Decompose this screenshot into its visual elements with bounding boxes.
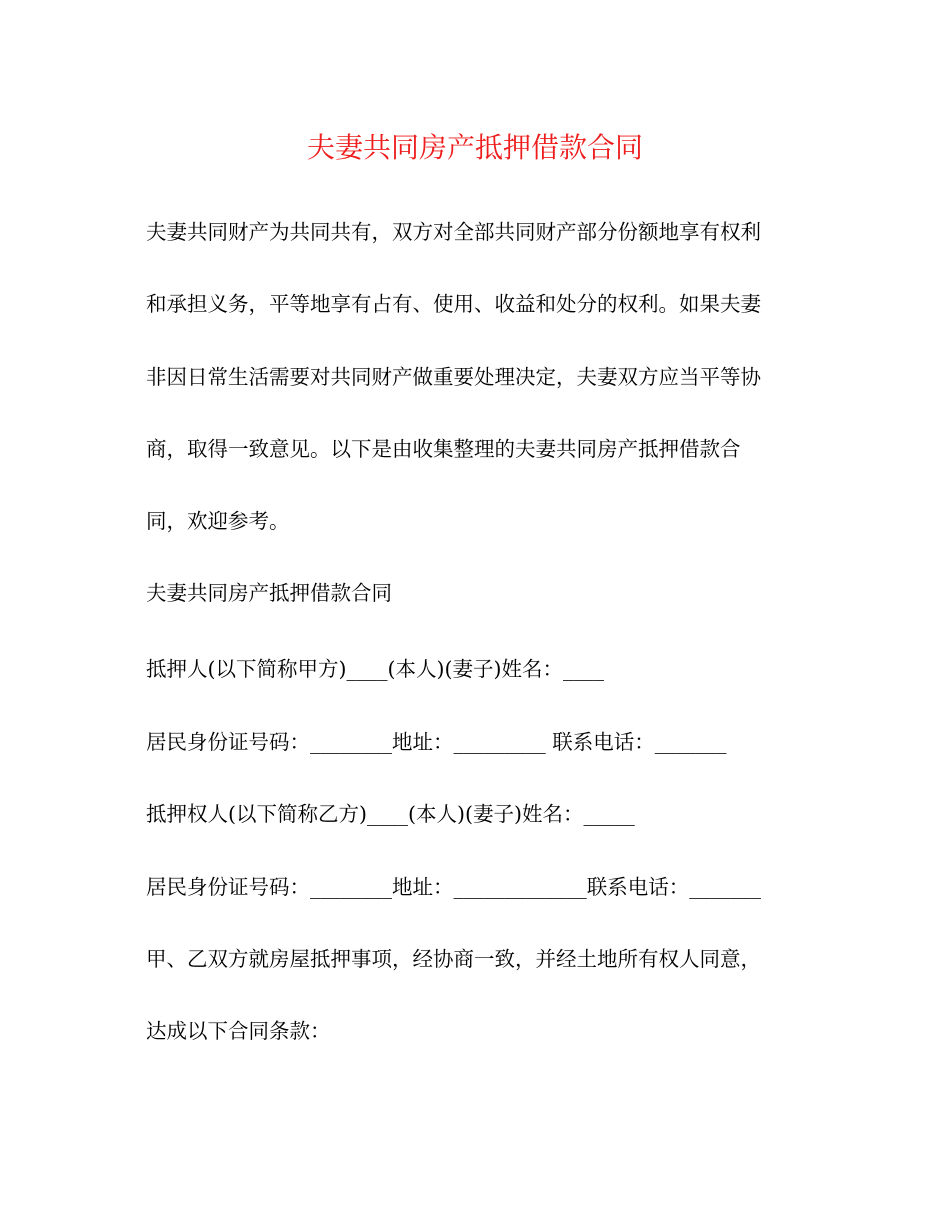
mortgagee-id-line: 居民身份证号码：________地址：_____________联系电话：_______ bbox=[146, 875, 761, 899]
body-line-1: 夫妻共同财产为共同共有，双方对全部共同财产部分份额地享有权利 bbox=[146, 220, 761, 244]
body-line-2: 和承担义务，平等地享有占有、使用、收益和处分的权利。如果夫妻 bbox=[146, 292, 761, 316]
mortgagor-id-line: 居民身份证号码：________地址：_________ 联系电话：_______ bbox=[146, 730, 727, 754]
body-line-5: 同，欢迎参考。 bbox=[146, 509, 290, 533]
body-line-4: 商，取得一致意见。以下是由收集整理的夫妻共同房产抵押借款合 bbox=[146, 437, 741, 461]
section-heading: 夫妻共同房产抵押借款合同 bbox=[146, 581, 392, 605]
mortgagor-line: 抵押人(以下简称甲方)____(本人)(妻子)姓名：____ bbox=[146, 657, 604, 681]
body-line-3: 非因日常生活需要对共同财产做重要处理决定，夫妻双方应当平等协 bbox=[146, 365, 761, 389]
document-title: 夫妻共同房产抵押借款合同 bbox=[306, 131, 643, 164]
agreement-line-2: 达成以下合同条款： bbox=[146, 1019, 331, 1043]
mortgagee-line: 抵押权人(以下简称乙方)____(本人)(妻子)姓名：_____ bbox=[146, 802, 635, 826]
agreement-line-1: 甲、乙双方就房屋抵押事项，经协商一致，并经土地所有权人同意， bbox=[146, 947, 761, 971]
